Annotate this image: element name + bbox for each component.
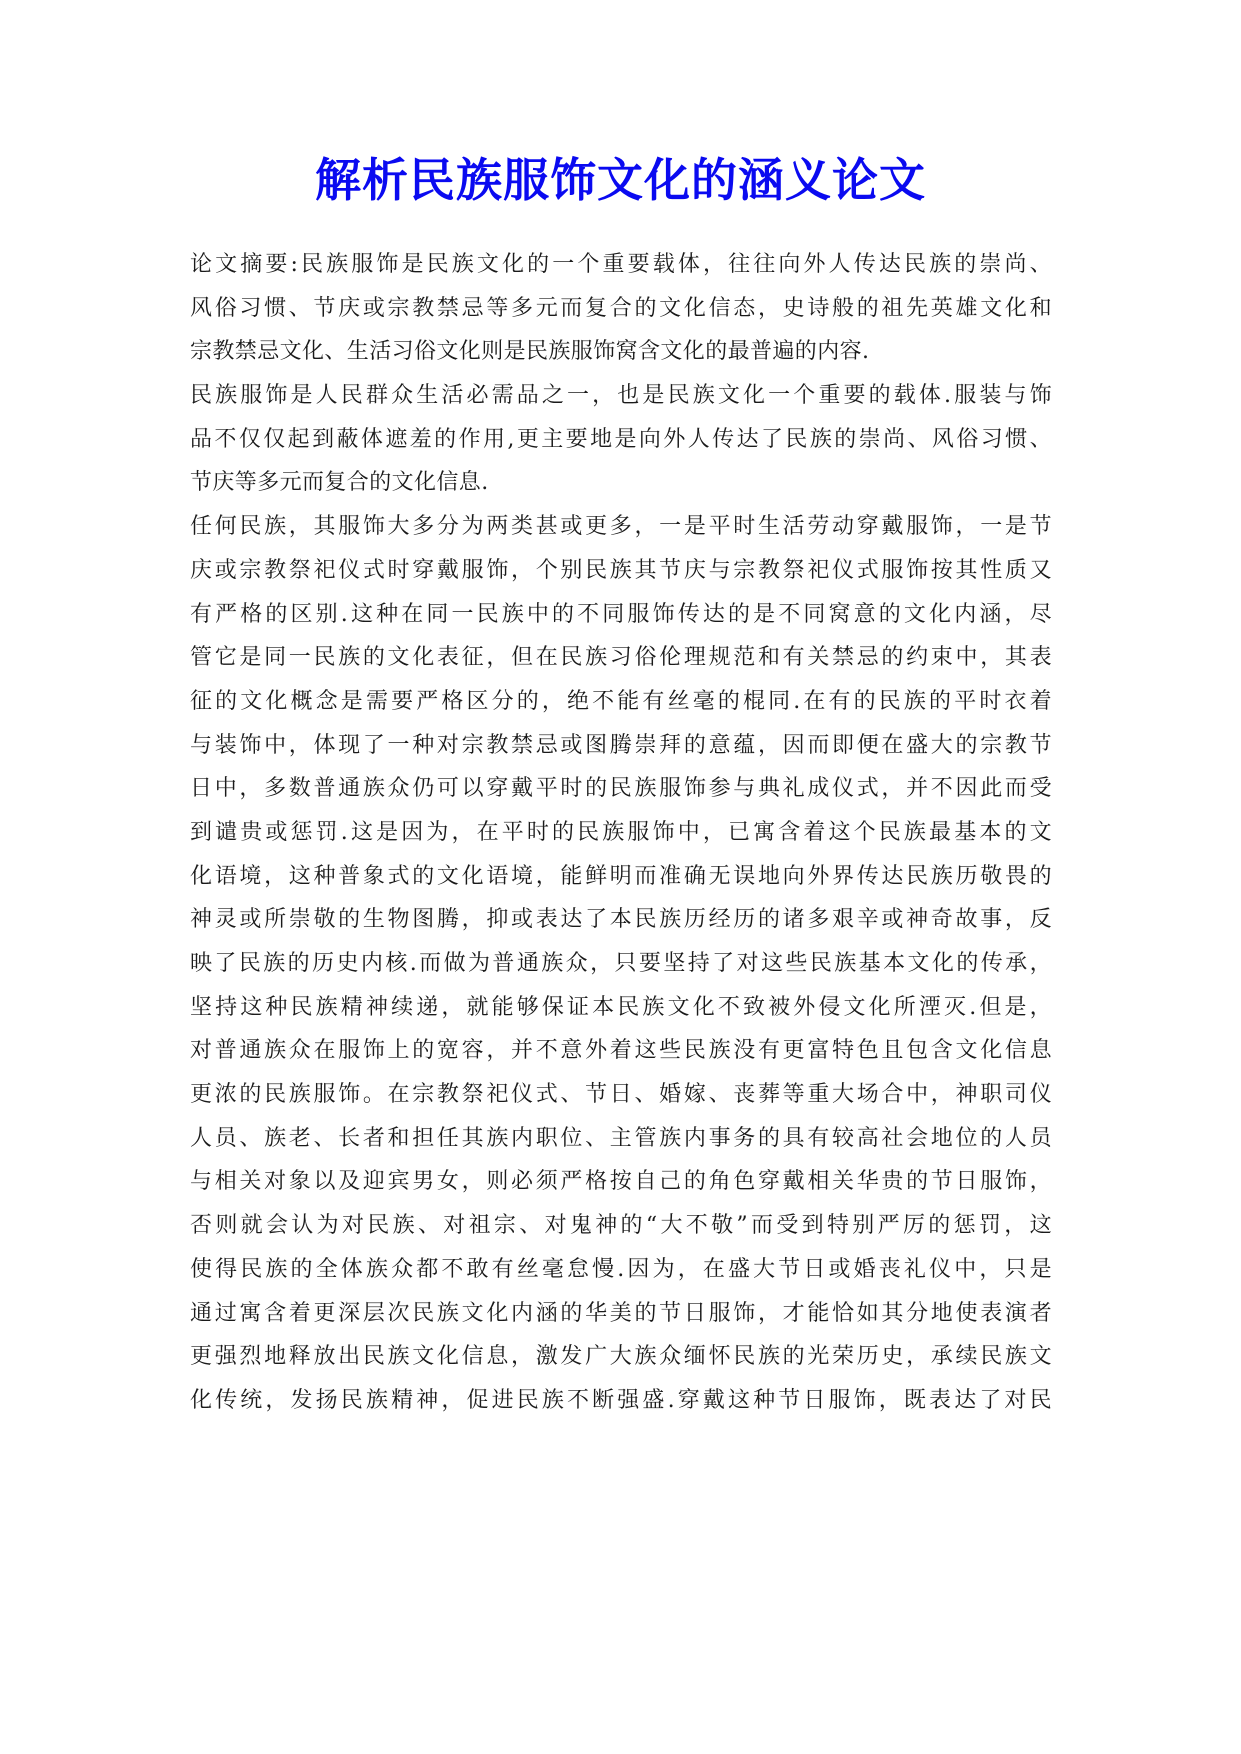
- body-line: 有严格的区别.这种在同一民族中的不同服饰传达的是不同窝意的文化内涵，尽: [190, 601, 1052, 627]
- body-line: 坚持这种民族精神续递，就能够保证本民族文化不致被外侵文化所湮灭.但是，: [190, 994, 1052, 1020]
- body-line: 更浓的民族服饰。在宗教祭祀仪式、节日、婚嫁、丧葬等重大场合中，神职司仪: [190, 1082, 1052, 1108]
- body-line: 节庆等多元而复合的文化信息.: [190, 470, 489, 496]
- body-line: 征的文化概念是需要严格区分的，绝不能有丝毫的棍同.在有的民族的平时衣着: [190, 688, 1052, 714]
- document-title: 解析民族服饰文化的涵义论文: [315, 153, 926, 207]
- body-line: 使得民族的全体族众都不敢有丝毫怠慢.因为，在盛大节日或婚丧礼仪中，只是: [190, 1256, 1052, 1282]
- body-line: 神灵或所崇敬的生物图腾，抑或表达了本民族历经历的诸多艰辛或神奇故事，反: [190, 907, 1052, 933]
- body-line: 品不仅仅起到蔽体遮羞的作用,更主要地是向外人传达了民族的崇尚、风俗习惯、: [190, 426, 1052, 452]
- body-line: 化语境，这种普象式的文化语境，能鲜明而准确无误地向外界传达民族历敬畏的: [190, 863, 1052, 889]
- body-line: 管它是同一民族的文化表征，但在民族习俗伦理规范和有关禁忌的约束中，其表: [190, 645, 1052, 671]
- body-line: 风俗习惯、节庆或宗教禁忌等多元而复合的文化信态，史诗般的祖先英雄文化和: [190, 295, 1052, 321]
- body-line: 更强烈地释放出民族文化信息，激发广大族众缅怀民族的光荣历史，承续民族文: [190, 1344, 1052, 1370]
- body-line: 化传统，发扬民族精神，促进民族不断强盛.穿戴这种节日服饰，既表达了对民: [190, 1387, 1052, 1413]
- body-line: 庆或宗教祭祀仪式时穿戴服饰，个别民族其节庆与宗教祭祀仪式服饰按其性质又: [190, 557, 1052, 583]
- body-line: 通过寓含着更深层次民族文化内涵的华美的节日服饰，才能恰如其分地使表演者: [190, 1300, 1052, 1326]
- document-body: [190, 243, 1052, 1423]
- body-line: 宗教禁忌文化、生活习俗文化则是民族服饰窝含文化的最普遍的内容.: [190, 339, 870, 365]
- body-line: 映了民族的历史内核.而做为普通族众，只要坚持了对这些民族基本文化的传承，: [190, 951, 1052, 976]
- body-line: 日中，多数普通族众仍可以穿戴平时的民族服饰参与典礼成仪式，并不因此而受: [190, 776, 1052, 802]
- body-line: 与装饰中，体现了一种对宗教禁忌或图腾崇拜的意蕴，因而即便在盛大的宗教节: [190, 732, 1052, 758]
- body-line: 论文摘要:民族服饰是民族文化的一个重要载体，往往向外人传达民族的崇尚、: [190, 252, 1052, 277]
- body-line: 对普通族众在服饰上的宽容，并不意外着这些民族没有更富特色且包含文化信息: [190, 1038, 1052, 1064]
- body-line: 到谴贵或惩罚.这是因为，在平时的民族服饰中，已寓含着这个民族最基本的文: [190, 819, 1052, 845]
- body-line: 任何民族，其服饰大多分为两类甚或更多，一是平时生活劳动穿戴服饰，一是节: [190, 514, 1052, 540]
- body-line: 与相关对象以及迎宾男女，则必须严格按自己的角色穿戴相关华贵的节日服饰，: [190, 1169, 1052, 1195]
- body-line: 否则就会认为对民族、对祖宗、对鬼神的“大不敬”而受到特别严厉的惩罚，这: [190, 1213, 1052, 1239]
- body-line: 人员、族老、长者和担任其族内职位、主管族内事务的具有较高社会地位的人员: [190, 1125, 1052, 1151]
- body-line: 民族服饰是人民群众生活必需品之一，也是民族文化一个重要的载体.服装与饰: [190, 383, 1052, 409]
